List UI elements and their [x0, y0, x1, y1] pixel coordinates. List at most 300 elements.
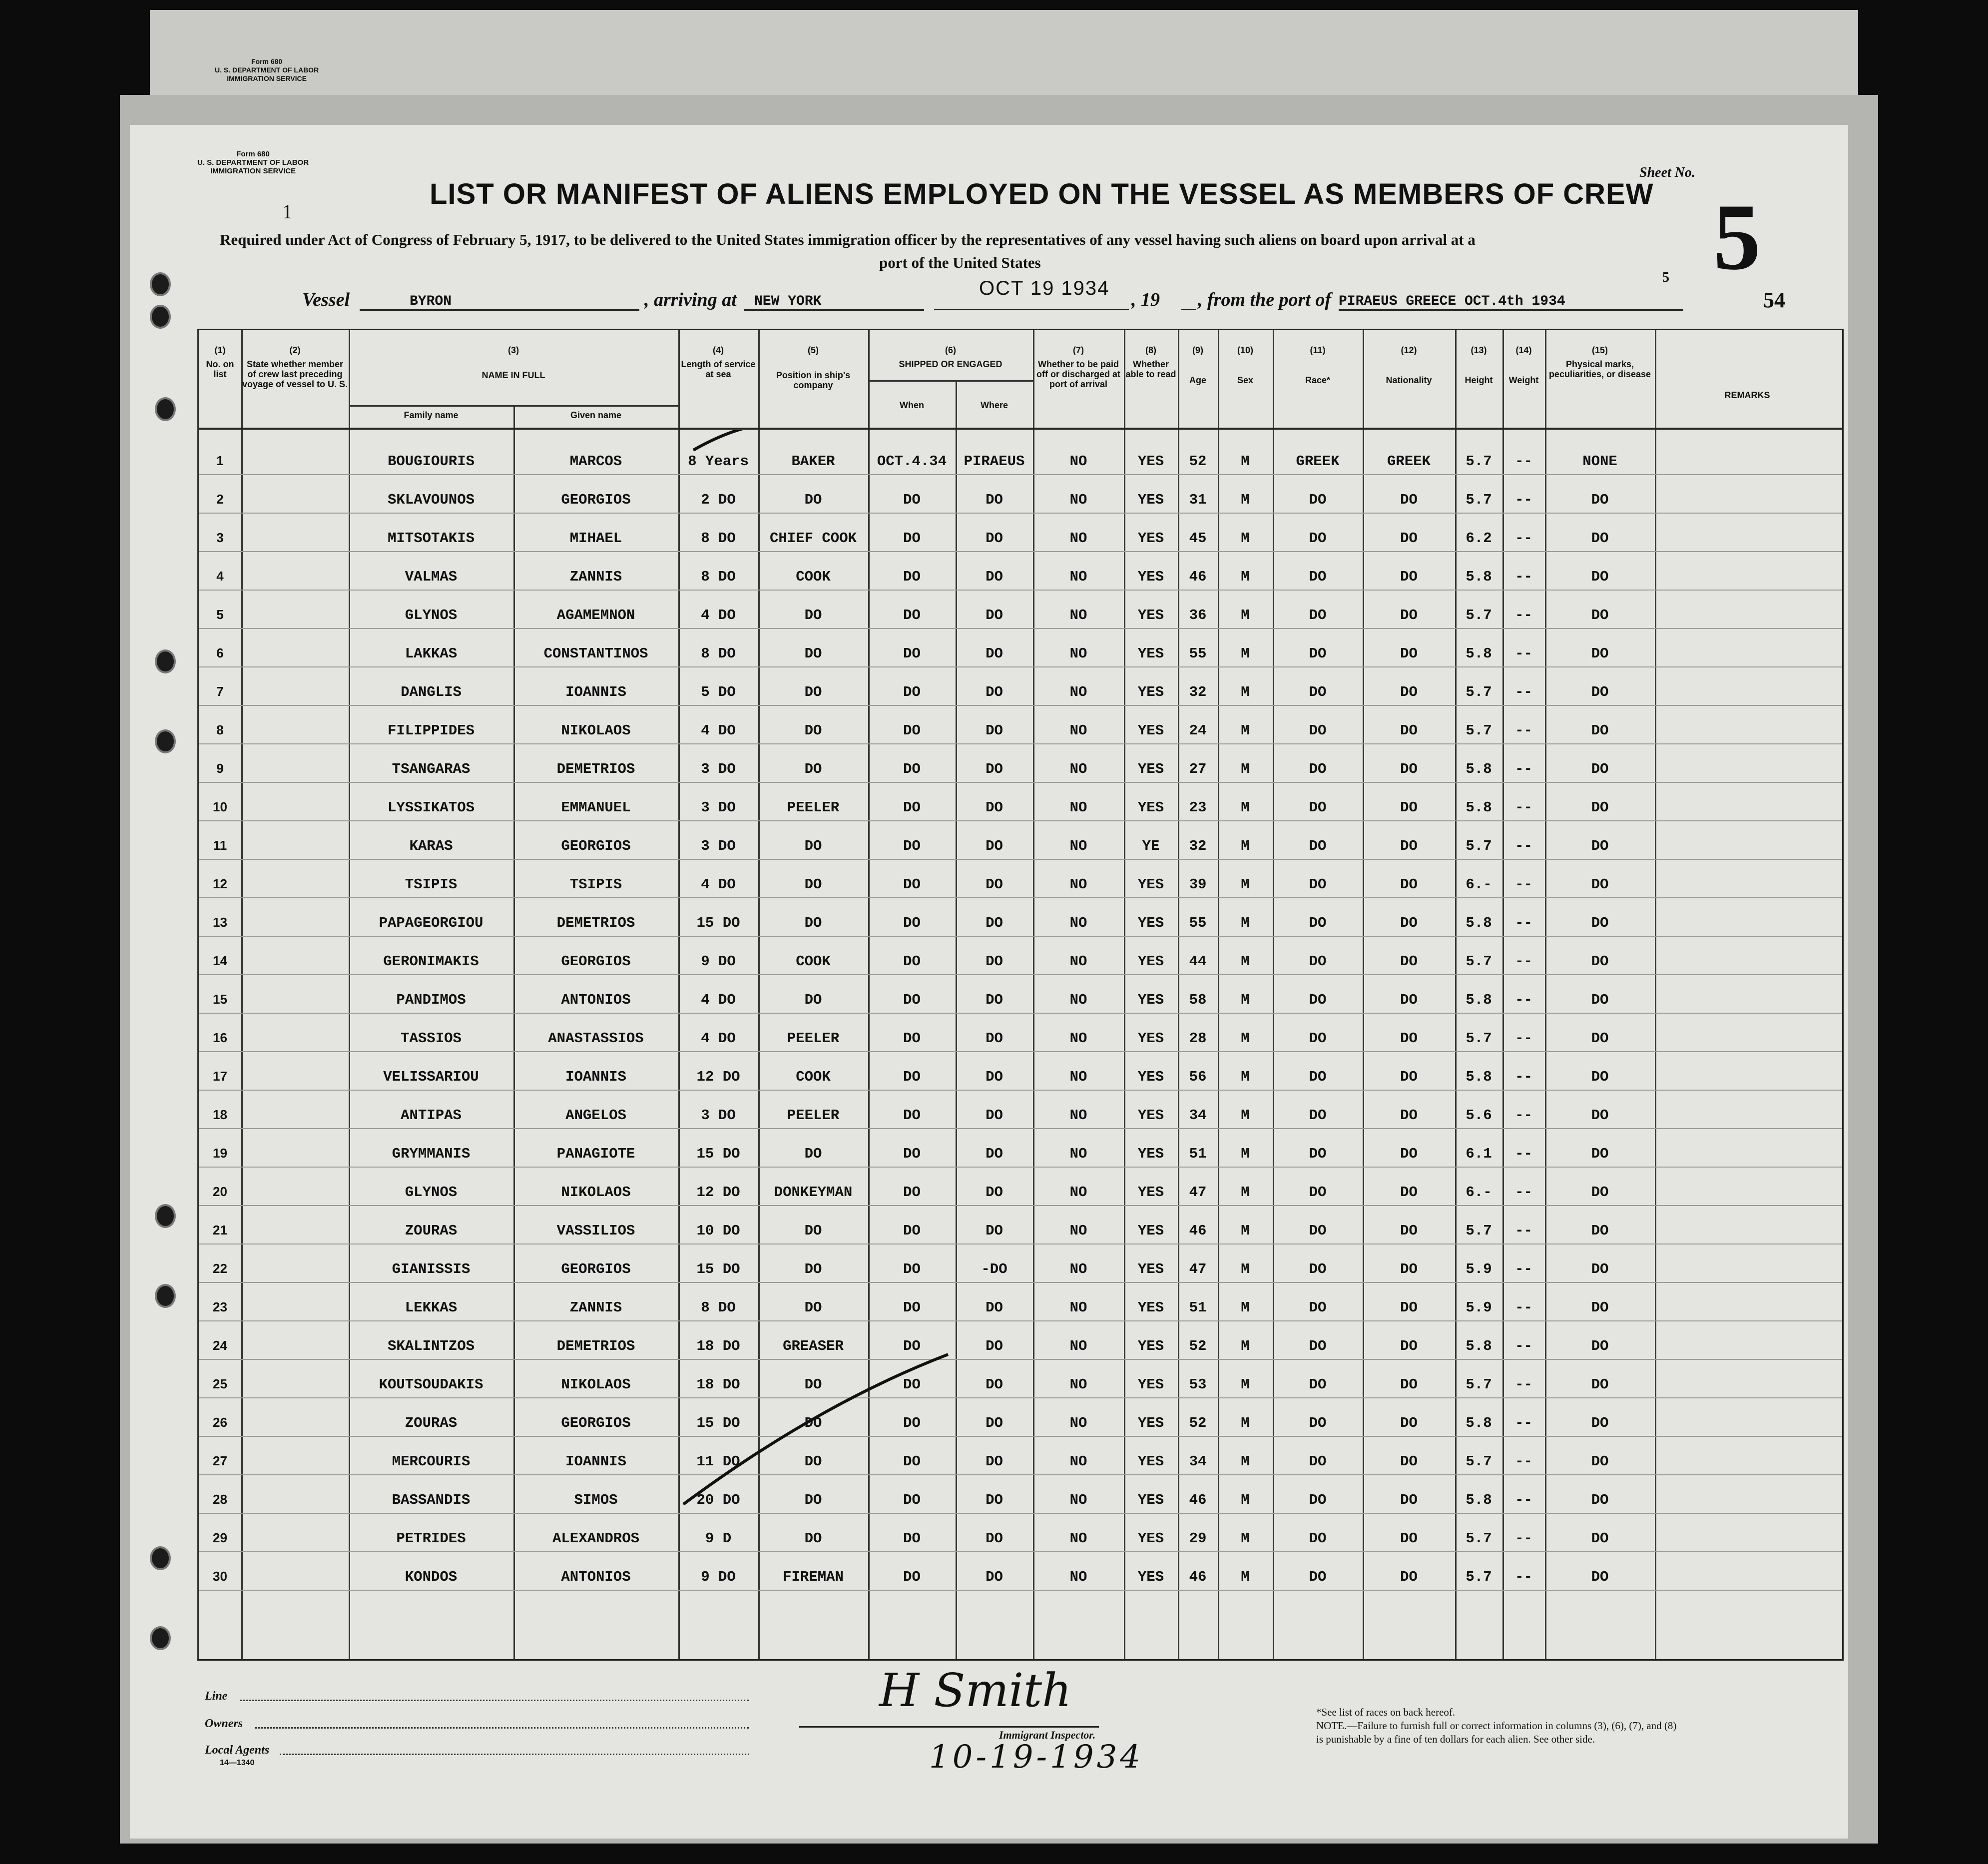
table-cell-physical-marks: DO: [1591, 645, 1609, 662]
col7-header: [1033, 345, 1124, 389]
table-cell-shipped-where: DO: [986, 569, 1003, 585]
table-cell-nationality: DO: [1400, 1299, 1418, 1316]
table-cell-age: 39: [1189, 876, 1207, 893]
table-cell-weight: --: [1515, 1492, 1532, 1508]
row-divider: [199, 1013, 1842, 1014]
table-cell-weight: --: [1515, 1261, 1532, 1277]
table-cell-position: DO: [804, 915, 822, 931]
table-cell-sex: M: [1241, 915, 1250, 931]
table-cell-row-number: 29: [213, 1530, 227, 1545]
col10-header: [1218, 345, 1273, 385]
table-cell-given-name: ANASTASSIOS: [548, 1030, 644, 1047]
row-divider: [199, 474, 1842, 475]
table-cell-position: CHIEF COOK: [769, 530, 857, 547]
table-cell-sex: M: [1241, 838, 1250, 854]
table-cell-shipped-when: DO: [903, 1184, 921, 1201]
row-divider: [199, 1128, 1842, 1129]
table-cell-shipped-when: DO: [903, 838, 921, 854]
shipped-subheader-line: [868, 380, 1033, 382]
table-cell-given-name: MARCOS: [569, 453, 622, 470]
table-cell-service-length: 15 DO: [696, 1146, 740, 1162]
table-cell-able-to-read: YES: [1137, 1492, 1164, 1508]
table-cell-shipped-where: DO: [986, 838, 1003, 854]
table-cell-physical-marks: DO: [1591, 992, 1609, 1008]
row-divider: [199, 897, 1842, 898]
table-cell-weight: --: [1515, 1299, 1532, 1316]
table-cell-shipped-when: DO: [903, 645, 921, 662]
table-cell-family-name: TSIPIS: [405, 876, 458, 893]
form-code: 14—1340: [220, 1759, 255, 1767]
table-cell-row-number: 13: [213, 915, 227, 930]
table-cell-shipped-when: DO: [903, 1261, 921, 1277]
table-cell-family-name: TSANGARAS: [392, 761, 471, 777]
table-cell-paid-off: NO: [1069, 1261, 1087, 1277]
table-cell-nationality: DO: [1400, 1338, 1418, 1354]
table-cell-family-name: ZOURAS: [405, 1415, 458, 1431]
name-subheader-line: [349, 405, 678, 407]
table-cell-family-name: FILIPPIDES: [387, 722, 475, 739]
table-cell-paid-off: NO: [1069, 1107, 1087, 1124]
table-cell-able-to-read: YES: [1137, 1146, 1164, 1162]
table-cell-family-name: SKALINTZOS: [387, 1338, 475, 1354]
table-cell-height: 5.7: [1466, 684, 1492, 700]
table-cell-physical-marks: DO: [1591, 1030, 1609, 1047]
table-cell-able-to-read: YES: [1137, 1030, 1164, 1047]
table-cell-paid-off: NO: [1069, 953, 1087, 970]
table-cell-row-number: 25: [213, 1376, 227, 1391]
table-cell-race: DO: [1309, 684, 1327, 700]
table-cell-weight: --: [1515, 915, 1532, 931]
table-cell-paid-off: NO: [1069, 1184, 1087, 1201]
table-cell-weight: --: [1515, 722, 1532, 739]
col10-label: Sex: [1237, 375, 1254, 385]
from-port-text: PIRAEUS GREECE OCT.4th 1934: [1339, 294, 1565, 309]
table-cell-able-to-read: YES: [1137, 569, 1164, 585]
col4-label: Length of service at sea: [681, 359, 756, 379]
table-cell-race: DO: [1309, 1107, 1327, 1124]
row-divider: [199, 1320, 1842, 1321]
table-cell-height: 5.9: [1466, 1299, 1492, 1316]
table-cell-shipped-when: DO: [903, 569, 921, 585]
table-cell-physical-marks: DO: [1591, 1107, 1609, 1124]
from-label: , from the port of: [1198, 289, 1332, 310]
table-cell-family-name: VELISSARIOU: [383, 1069, 479, 1085]
table-cell-row-number: 10: [213, 799, 227, 814]
table-cell-able-to-read: YES: [1137, 1530, 1164, 1547]
table-cell-family-name: GRYMMANIS: [392, 1146, 471, 1162]
table-cell-shipped-when: DO: [903, 1107, 921, 1124]
table-cell-shipped-where: DO: [986, 1107, 1003, 1124]
table-cell-physical-marks: DO: [1591, 1569, 1609, 1585]
row-divider: [199, 1397, 1842, 1398]
col6-label: SHIPPED OR ENGAGED: [899, 359, 1002, 369]
table-cell-row-number: 14: [213, 953, 227, 968]
table-cell-shipped-when: DO: [903, 1415, 921, 1431]
table-cell-service-length: 4 DO: [701, 1030, 736, 1047]
table-cell-weight: --: [1515, 876, 1532, 893]
pen-stroke: [683, 1354, 948, 1504]
table-cell-sex: M: [1241, 1107, 1250, 1124]
table-cell-shipped-when: DO: [903, 1030, 921, 1047]
table-cell-paid-off: NO: [1069, 1299, 1087, 1316]
col5-header: [758, 345, 868, 390]
table-cell-position: DONKEYMAN: [774, 1184, 853, 1201]
row-divider: [199, 974, 1842, 975]
subtitle-line2: port of the United States: [879, 254, 1041, 271]
table-cell-shipped-when: DO: [903, 607, 921, 623]
table-cell-weight: --: [1515, 1338, 1532, 1354]
table-cell-shipped-when: DO: [903, 992, 921, 1008]
table-cell-sex: M: [1241, 1261, 1250, 1277]
table-cell-able-to-read: YES: [1137, 1261, 1164, 1277]
table-cell-nationality: DO: [1400, 953, 1418, 970]
table-cell-age: 34: [1189, 1107, 1207, 1124]
year-underline: [1181, 309, 1196, 310]
table-cell-race: DO: [1309, 530, 1327, 547]
table-cell-shipped-where: DO: [986, 1223, 1003, 1239]
table-cell-family-name: KARAS: [409, 838, 453, 854]
table-cell-shipped-where: DO: [986, 530, 1003, 547]
table-cell-sex: M: [1241, 684, 1250, 700]
binder-hole: [150, 1546, 171, 1570]
table-cell-shipped-where: DO: [986, 799, 1003, 816]
table-cell-able-to-read: YES: [1137, 1338, 1164, 1354]
table-cell-height: 6.1: [1466, 1146, 1492, 1162]
table-cell-position: PEELER: [787, 799, 840, 816]
row-divider: [199, 743, 1842, 744]
table-cell-service-length: 15 DO: [696, 1415, 740, 1431]
col11-num: (11): [1310, 345, 1326, 355]
table-cell-shipped-when: DO: [903, 1569, 921, 1585]
table-cell-row-number: 24: [213, 1338, 227, 1353]
table-cell-given-name: TSIPIS: [569, 876, 622, 893]
table-cell-shipped-where: DO: [986, 1069, 1003, 1085]
table-cell-physical-marks: DO: [1591, 1223, 1609, 1239]
given-name-header: Given name: [570, 410, 622, 420]
table-cell-able-to-read: YES: [1137, 492, 1164, 508]
table-cell-nationality: DO: [1400, 1530, 1418, 1547]
table-cell-position: DO: [804, 492, 822, 508]
table-cell-paid-off: NO: [1069, 1376, 1087, 1393]
table-cell-given-name: NIKOLAOS: [561, 722, 631, 739]
table-cell-age: 47: [1189, 1261, 1207, 1277]
table-cell-age: 36: [1189, 607, 1207, 623]
table-cell-shipped-where: DO: [986, 1030, 1003, 1047]
table-cell-family-name: KONDOS: [405, 1569, 458, 1585]
table-cell-position: FIREMAN: [783, 1569, 844, 1585]
table-cell-sex: M: [1241, 1530, 1250, 1547]
table-cell-height: 5.6: [1466, 1107, 1492, 1124]
table-cell-height: 5.7: [1466, 838, 1492, 854]
table-cell-row-number: 30: [213, 1569, 227, 1584]
table-cell-height: 5.8: [1466, 915, 1492, 931]
table-cell-service-length: 4 DO: [701, 722, 736, 739]
footnote-races: *See list of races on back hereof.: [1316, 1706, 1456, 1718]
table-cell-physical-marks: DO: [1591, 1492, 1609, 1508]
table-cell-shipped-when: DO: [903, 1453, 921, 1470]
col15-label: Physical marks, peculiarities, or disease: [1548, 359, 1651, 379]
table-cell-shipped-where: DO: [986, 1415, 1003, 1431]
table-cell-family-name: KOUTSOUDAKIS: [379, 1376, 484, 1393]
table-cell-family-name: MERCOURIS: [392, 1453, 471, 1470]
table-cell-family-name: PANDIMOS: [396, 992, 466, 1008]
table-cell-paid-off: NO: [1069, 607, 1087, 623]
table-cell-paid-off: NO: [1069, 1492, 1087, 1508]
table-cell-shipped-when: DO: [903, 722, 921, 739]
col12-num: (12): [1401, 345, 1417, 355]
table-cell-family-name: MITSOTAKIS: [387, 530, 475, 547]
table-cell-height: 5.8: [1466, 569, 1492, 585]
table-cell-family-name: GLYNOS: [405, 607, 458, 623]
table-cell-race: DO: [1309, 645, 1327, 662]
table-cell-paid-off: NO: [1069, 722, 1087, 739]
binder-hole: [155, 649, 176, 673]
table-cell-sex: M: [1241, 876, 1250, 893]
table-cell-family-name: GERONIMAKIS: [383, 953, 479, 970]
table-cell-position: COOK: [796, 1069, 831, 1085]
row-divider: [199, 1090, 1842, 1091]
where-header: Where: [980, 400, 1008, 410]
col1-num: (1): [214, 345, 226, 355]
table-cell-service-length: 3 DO: [701, 799, 736, 816]
table-cell-physical-marks: DO: [1591, 761, 1609, 777]
table-cell-service-length: 9 D: [705, 1530, 732, 1547]
table-cell-able-to-read: YES: [1137, 1107, 1164, 1124]
table-cell-family-name: PETRIDES: [396, 1530, 466, 1547]
col2-label: State whether member of crew last preceding voyage of vessel to U. S.: [242, 359, 348, 389]
binder-hole: [155, 1204, 176, 1228]
table-cell-physical-marks: DO: [1591, 492, 1609, 508]
table-cell-height: 5.7: [1466, 1453, 1492, 1470]
table-cell-nationality: DO: [1400, 1107, 1418, 1124]
row-divider: [199, 628, 1842, 629]
table-cell-paid-off: NO: [1069, 1569, 1087, 1585]
row-divider: [199, 782, 1842, 783]
table-cell-row-number: 28: [213, 1492, 227, 1507]
table-cell-service-length: 4 DO: [701, 876, 736, 893]
table-cell-position: DO: [804, 1376, 822, 1393]
footnote-penalty-2: is punishable by a fine of ten dollars for each alien. See other side.: [1316, 1733, 1595, 1745]
table-cell-given-name: ZANNIS: [569, 1299, 622, 1316]
col-divider: [241, 330, 243, 1659]
col7-label: Whether to be paid off or discharged at port of arrival: [1036, 359, 1121, 389]
table-cell-position: DO: [804, 645, 822, 662]
table-cell-able-to-read: YES: [1137, 953, 1164, 970]
table-cell-shipped-where: DO: [986, 1569, 1003, 1585]
table-cell-given-name: IOANNIS: [565, 684, 626, 700]
table-cell-family-name: GIANISSIS: [392, 1261, 471, 1277]
table-cell-height: 5.7: [1466, 607, 1492, 623]
col13-num: (13): [1471, 345, 1487, 355]
table-cell-age: 27: [1189, 761, 1207, 777]
table-cell-age: 58: [1189, 992, 1207, 1008]
table-cell-age: 55: [1189, 915, 1207, 931]
table-cell-row-number: 18: [213, 1107, 227, 1122]
table-cell-race: DO: [1309, 1146, 1327, 1162]
row-divider: [199, 1590, 1842, 1591]
table-cell-sex: M: [1241, 1184, 1250, 1201]
table-cell-able-to-read: YES: [1137, 530, 1164, 547]
table-cell-height: 5.8: [1466, 1338, 1492, 1354]
table-cell-race: DO: [1309, 1069, 1327, 1085]
table-cell-row-number: 4: [216, 569, 224, 584]
row-divider: [199, 1243, 1842, 1244]
binder-hole: [150, 305, 171, 329]
line-label: Line: [205, 1690, 228, 1703]
table-cell-height: 5.7: [1466, 722, 1492, 739]
table-cell-age: 46: [1189, 1569, 1207, 1585]
table-cell-given-name: GEORGIOS: [561, 492, 631, 508]
table-cell-position: DO: [804, 1530, 822, 1547]
table-cell-nationality: DO: [1400, 799, 1418, 816]
table-cell-nationality: DO: [1400, 876, 1418, 893]
table-cell-sex: M: [1241, 1223, 1250, 1239]
table-cell-given-name: SIMOS: [574, 1492, 618, 1508]
table-cell-age: 56: [1189, 1069, 1207, 1085]
table-cell-row-number: 7: [216, 684, 224, 699]
row-divider: [199, 551, 1842, 552]
table-cell-race: GREEK: [1296, 453, 1340, 470]
family-name-header: Family name: [404, 410, 459, 420]
table-cell-weight: --: [1515, 1069, 1532, 1085]
table-cell-shipped-where: DO: [986, 1492, 1003, 1508]
table-cell-shipped-when: DO: [903, 1299, 921, 1316]
table-cell-weight: --: [1515, 684, 1532, 700]
binder-hole: [150, 272, 171, 296]
table-cell-paid-off: NO: [1069, 569, 1087, 585]
table-cell-nationality: DO: [1400, 1376, 1418, 1393]
table-cell-given-name: ANTONIOS: [561, 1569, 631, 1585]
table-cell-shipped-where: DO: [986, 1453, 1003, 1470]
table-cell-weight: --: [1515, 992, 1532, 1008]
table-cell-shipped-when: DO: [903, 799, 921, 816]
table-cell-weight: --: [1515, 453, 1532, 470]
table-cell-family-name: DANGLIS: [401, 684, 462, 700]
col14-label: Weight: [1508, 375, 1539, 385]
col6-header: [868, 345, 1033, 369]
table-cell-height: 5.7: [1466, 953, 1492, 970]
table-cell-physical-marks: DO: [1591, 953, 1609, 970]
table-cell-service-length: 8 DO: [701, 645, 736, 662]
table-cell-able-to-read: YE: [1142, 838, 1160, 854]
table-cell-height: 5.7: [1466, 1569, 1492, 1585]
table-cell-sex: M: [1241, 569, 1250, 585]
table-cell-weight: --: [1515, 645, 1532, 662]
table-cell-physical-marks: DO: [1591, 530, 1609, 547]
table-cell-able-to-read: YES: [1137, 992, 1164, 1008]
table-cell-given-name: IOANNIS: [565, 1453, 626, 1470]
col15-header: [1545, 345, 1655, 379]
table-cell-service-length: 12 DO: [696, 1069, 740, 1085]
table-cell-service-length: 4 DO: [701, 992, 736, 1008]
table-cell-given-name: GEORGIOS: [561, 1415, 631, 1431]
table-cell-position: DO: [804, 722, 822, 739]
inspector-label: Immigrant Inspector.: [999, 1729, 1096, 1741]
table-cell-paid-off: NO: [1069, 530, 1087, 547]
table-cell-family-name: SKLAVOUNOS: [387, 492, 475, 508]
table-cell-given-name: DEMETRIOS: [556, 915, 635, 931]
signed-date: 10-19-1934: [929, 1739, 1143, 1776]
table-cell-position: BAKER: [791, 453, 835, 470]
table-cell-physical-marks: DO: [1591, 1069, 1609, 1085]
table-cell-row-number: 16: [213, 1030, 227, 1045]
table-cell-race: DO: [1309, 1299, 1327, 1316]
table-cell-age: 47: [1189, 1184, 1207, 1201]
table-cell-position: DO: [804, 607, 822, 623]
table-cell-nationality: DO: [1400, 684, 1418, 700]
table-cell-sex: M: [1241, 799, 1250, 816]
local-agents-label: Local Agents: [205, 1744, 270, 1757]
table-cell-race: DO: [1309, 1223, 1327, 1239]
table-cell-shipped-where: DO: [986, 915, 1003, 931]
row-divider: [199, 936, 1842, 937]
table-cell-shipped-where: DO: [986, 1530, 1003, 1547]
table-cell-service-length: 15 DO: [696, 1261, 740, 1277]
row-divider: [199, 590, 1842, 591]
top-form-number: Form 680: [251, 57, 283, 65]
table-cell-nationality: DO: [1400, 915, 1418, 931]
table-cell-position: COOK: [796, 953, 831, 970]
col13-label: Height: [1465, 375, 1493, 385]
table-cell-sex: M: [1241, 1492, 1250, 1508]
col1-label: No. on list: [206, 359, 234, 379]
table-cell-service-length: 8 DO: [701, 530, 736, 547]
table-cell-age: 46: [1189, 569, 1207, 585]
table-cell-age: 55: [1189, 645, 1207, 662]
table-cell-paid-off: NO: [1069, 761, 1087, 777]
col11-header: [1273, 345, 1363, 385]
col-divider: [1655, 330, 1656, 1659]
table-cell-race: DO: [1309, 1030, 1327, 1047]
table-cell-nationality: DO: [1400, 645, 1418, 662]
table-cell-service-length: 8 Years: [688, 453, 749, 470]
col2-header: [241, 345, 349, 389]
table-cell-row-number: 17: [213, 1069, 227, 1084]
date-underline: [934, 309, 1129, 310]
table-cell-position: DO: [804, 761, 822, 777]
row-divider: [199, 1167, 1842, 1168]
table-cell-paid-off: NO: [1069, 684, 1087, 700]
table-cell-sex: M: [1241, 1338, 1250, 1354]
col8-label: Whether able to read: [1125, 359, 1176, 379]
table-cell-position: DO: [804, 1261, 822, 1277]
table-cell-shipped-when: DO: [903, 953, 921, 970]
table-cell-able-to-read: YES: [1137, 1223, 1164, 1239]
table-cell-nationality: DO: [1400, 492, 1418, 508]
table-cell-height: 5.8: [1466, 645, 1492, 662]
table-cell-sex: M: [1241, 607, 1250, 623]
table-cell-family-name: LYSSIKATOS: [387, 799, 475, 816]
table-cell-family-name: BOUGIOURIS: [387, 453, 475, 470]
table-cell-position: PEELER: [787, 1030, 840, 1047]
header-bottom-line: [199, 428, 1842, 430]
table-cell-paid-off: NO: [1069, 838, 1087, 854]
table-cell-physical-marks: DO: [1591, 799, 1609, 816]
table-cell-race: DO: [1309, 799, 1327, 816]
table-cell-given-name: ZANNIS: [569, 569, 622, 585]
table-cell-row-number: 1: [216, 453, 224, 468]
table-cell-age: 28: [1189, 1030, 1207, 1047]
table-cell-shipped-where: DO: [986, 1184, 1003, 1201]
table-cell-family-name: ANTIPAS: [401, 1107, 462, 1124]
col9-header: [1178, 345, 1218, 385]
col5-num: (5): [808, 345, 819, 355]
table-cell-position: COOK: [796, 569, 831, 585]
table-cell-service-length: 15 DO: [696, 915, 740, 931]
table-cell-row-number: 27: [213, 1453, 227, 1468]
table-cell-row-number: 5: [216, 607, 224, 622]
table-cell-able-to-read: YES: [1137, 915, 1164, 931]
